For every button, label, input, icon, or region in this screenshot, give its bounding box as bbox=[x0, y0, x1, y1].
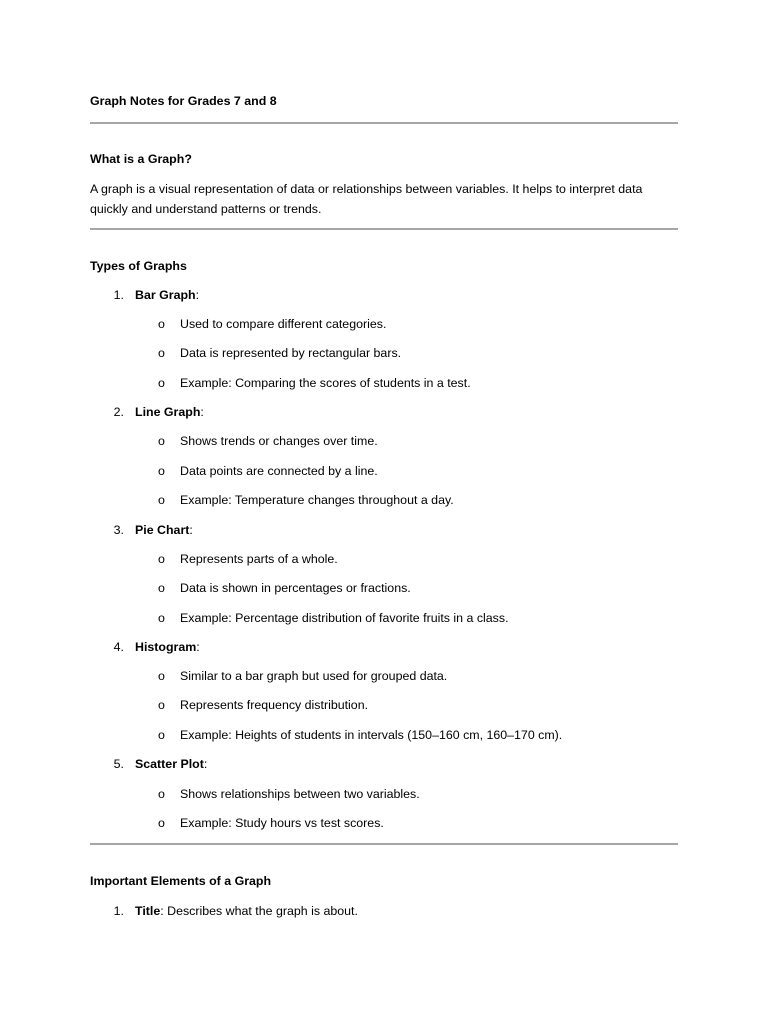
list-item-title: Title bbox=[135, 904, 161, 918]
list-bullet: Example: Percentage distribution of favorite fruits in a class. bbox=[180, 611, 509, 625]
bullet-marker: o bbox=[158, 728, 165, 742]
list-number: 3. bbox=[113, 523, 124, 537]
bullet-marker: o bbox=[158, 816, 165, 830]
list-bullet: Represents parts of a whole. bbox=[180, 552, 338, 566]
list-bullet: Data points are connected by a line. bbox=[180, 464, 378, 478]
bullet-marker: o bbox=[158, 611, 165, 625]
list-bullet: Shows relationships between two variables. bbox=[180, 787, 420, 801]
list-bullet: Similar to a bar graph but used for grouped data. bbox=[180, 669, 448, 683]
list-bullet: Shows trends or changes over time. bbox=[180, 434, 378, 448]
bullet-marker: o bbox=[158, 787, 165, 801]
bullet-marker: o bbox=[158, 376, 165, 390]
list-item-line-graph bbox=[135, 405, 204, 419]
list-item-colon: : bbox=[203, 757, 208, 771]
list-item-colon: : bbox=[196, 640, 200, 654]
bullet-marker: o bbox=[158, 346, 165, 360]
list-item-colon: : bbox=[189, 523, 193, 537]
list-bullet: Example: Temperature changes throughout a day. bbox=[180, 493, 454, 507]
section-heading-types: Types of Graphs bbox=[90, 259, 187, 273]
list-item-title: Bar Graph bbox=[135, 288, 196, 302]
list-item-description: : Describes what the graph is about. bbox=[160, 904, 358, 918]
list-number: 4. bbox=[113, 640, 124, 654]
document-title: Graph Notes for Grades 7 and 8 bbox=[90, 94, 277, 108]
list-number: 2. bbox=[113, 405, 124, 419]
list-number: 5. bbox=[113, 757, 124, 771]
bullet-marker: o bbox=[158, 669, 165, 683]
bullet-marker: o bbox=[158, 581, 165, 595]
list-item-pie-chart bbox=[135, 523, 193, 537]
list-item-histogram bbox=[135, 640, 200, 654]
bullet-marker: o bbox=[158, 493, 165, 507]
list-item-title: Pie Chart bbox=[135, 523, 190, 537]
list-bullet: Example: Comparing the scores of students in a test. bbox=[180, 376, 471, 390]
list-number: 1. bbox=[113, 904, 124, 918]
list-bullet: Represents frequency distribution. bbox=[180, 698, 369, 712]
section-heading-what-is: What is a Graph? bbox=[90, 152, 192, 166]
list-item-title: Scatter Plot bbox=[135, 757, 204, 771]
list-item-colon: : bbox=[200, 405, 204, 419]
section-heading-elements: Important Elements of a Graph bbox=[90, 874, 272, 888]
list-bullet: Data is shown in percentages or fractions. bbox=[180, 581, 411, 595]
bullet-marker: o bbox=[158, 464, 165, 478]
bullet-marker: o bbox=[158, 552, 165, 566]
bullet-marker: o bbox=[158, 434, 165, 448]
list-bullet: Used to compare different categories. bbox=[180, 317, 387, 331]
bullet-marker: o bbox=[158, 317, 165, 331]
divider bbox=[90, 122, 678, 124]
list-bullet: Example: Heights of students in intervals (150–160 cm, 160–170 cm). bbox=[180, 728, 563, 742]
divider bbox=[90, 228, 678, 230]
list-item-title: Line Graph bbox=[135, 405, 201, 419]
bullet-marker: o bbox=[158, 698, 165, 712]
list-item-colon: : bbox=[195, 288, 200, 302]
list-number: 1. bbox=[113, 288, 124, 302]
list-bullet: Data is represented by rectangular bars. bbox=[180, 346, 402, 360]
list-bullet: Example: Study hours vs test scores. bbox=[180, 816, 384, 830]
divider bbox=[90, 843, 678, 845]
list-item-scatter-plot bbox=[135, 757, 207, 771]
list-item-title: Histogram bbox=[135, 640, 197, 654]
list-item-bar-graph bbox=[135, 288, 199, 302]
list-item-title-element bbox=[135, 904, 358, 918]
section-body-what-is: A graph is a visual representation of data or relationships between variables. It helps to interpret data quickly and understand patterns or trends. bbox=[90, 182, 643, 216]
